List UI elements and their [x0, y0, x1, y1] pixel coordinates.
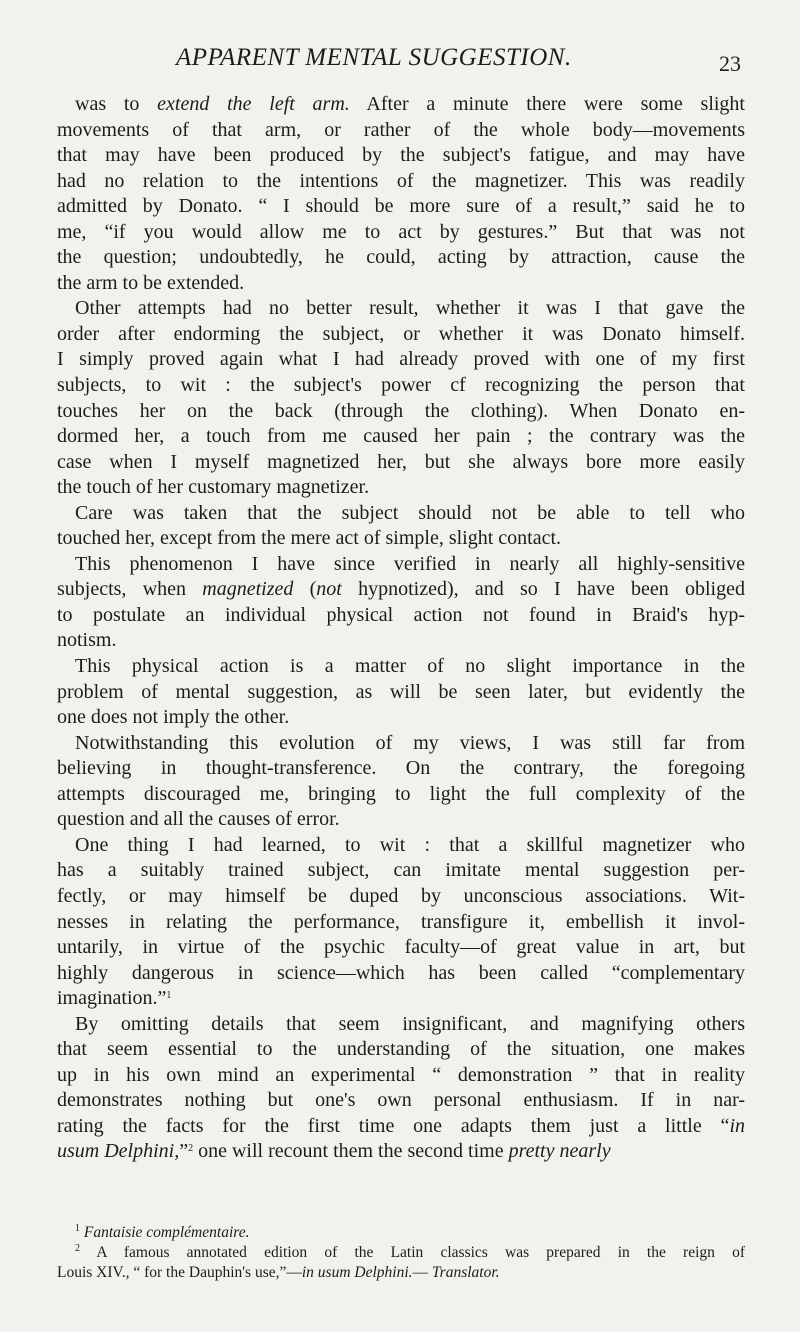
footnote-reference: 2 — [188, 1143, 194, 1155]
running-head — [96, 44, 741, 80]
text-run: highly dangerous in science—which has been called “complementary — [57, 961, 745, 984]
text-line — [57, 705, 745, 731]
text-line — [57, 552, 745, 578]
text-run: case when I myself magnetized her, but she always bore more easily — [57, 450, 745, 473]
text-run: untarily, in virtue of the psychic faculty—of great value in art, but — [57, 936, 745, 959]
text-run: to postulate an individual physical action not found in Braid's hyp- — [57, 603, 745, 626]
text-line — [57, 782, 745, 808]
text-line — [57, 961, 745, 987]
paragraph — [57, 1012, 745, 1165]
text-run: one does not imply the other. — [57, 706, 290, 729]
text-run: — — [412, 1264, 432, 1281]
italic-run: Fantaisie complémentaire. — [83, 1224, 250, 1241]
text-run: the touch of her customary magnetizer. — [57, 476, 370, 499]
text-run: problem of mental suggestion, as will be seen later, but evidently the — [57, 680, 745, 703]
text-run: order after endorming the subject, or whether it was Donato himself. — [57, 322, 745, 345]
text-run: Care was taken that the subject should not be able to tell who — [75, 501, 745, 524]
text-line — [57, 680, 745, 706]
footnote-line — [57, 1263, 745, 1283]
text-run: was to — [75, 93, 158, 115]
italic-run: magnetized — [202, 578, 294, 601]
text-line — [57, 884, 745, 910]
text-line — [57, 1037, 745, 1063]
text-line — [57, 169, 745, 195]
text-run: notism. — [57, 629, 117, 652]
text-run: demonstrates nothing but one's own personal enthusiasm. If in nar- — [57, 1089, 745, 1112]
footnote-line — [57, 1223, 745, 1243]
text-run: one will recount them the second time — [193, 1140, 509, 1163]
text-run: dormed her, a touch from me caused her pain ; the contrary was the — [57, 425, 745, 448]
footnote-reference: 1 — [166, 990, 172, 1002]
text-line — [57, 731, 745, 757]
text-line — [57, 833, 745, 859]
text-line — [57, 1012, 745, 1038]
text-line — [57, 373, 745, 399]
text-run: subjects, when — [57, 578, 203, 601]
text-line — [57, 807, 745, 833]
running-title: APPARENT MENTAL SUGGESTION. — [176, 44, 572, 71]
text-line — [57, 577, 745, 603]
text-run: attempts discouraged me, bringing to light the full complexity of the — [57, 782, 745, 805]
text-line — [57, 347, 745, 373]
text-run: that may have been produced by the subject's fatigue, and may have — [57, 144, 745, 167]
footnote — [57, 1243, 745, 1283]
text-run: up in his own mind an experimental “ demonstration ” that in reality — [57, 1063, 745, 1086]
text-line — [57, 1088, 745, 1114]
text-line — [57, 910, 745, 936]
page-number: 23 — [719, 51, 741, 76]
text-line — [57, 143, 745, 169]
text-line — [57, 526, 745, 552]
text-run: the arm to be extended. — [57, 271, 245, 294]
text-run: Other attempts had no better result, whether it was I that gave the — [75, 297, 745, 320]
text-run: After a minute there were some slight — [349, 93, 745, 115]
paragraph — [57, 654, 745, 731]
text-run: had no relation to the intentions of the magnetizer. This was readily — [57, 169, 745, 192]
text-line — [57, 322, 745, 348]
text-run: ( — [293, 578, 317, 601]
text-run: movements of that arm, or rather of the whole body—movements — [57, 118, 745, 141]
text-line — [57, 475, 745, 501]
text-line — [57, 501, 745, 527]
text-run: Louis XIV., “ for the Dauphin's use,”— — [57, 1264, 302, 1281]
text-line — [57, 654, 745, 680]
text-run: hypnotized), and so I have been obliged — [341, 578, 745, 601]
text-line — [57, 1114, 745, 1140]
text-line — [57, 194, 745, 220]
text-line — [57, 603, 745, 629]
text-run: I simply proved again what I had already proved with one of my first — [57, 348, 745, 371]
text-line — [57, 245, 745, 271]
text-run: nesses in relating the performance, transfigure it, embellish it invol- — [57, 910, 745, 933]
text-run: me, “if you would allow me to act by gestures.” But that was not — [57, 220, 745, 243]
footnote — [57, 1223, 745, 1243]
text-line — [57, 118, 745, 144]
text-run: has a suitably trained subject, can imitate mental suggestion per- — [57, 859, 745, 882]
text-line — [57, 858, 745, 884]
text-line — [57, 628, 745, 654]
text-run: admitted by Donato. “ I should be more sure of a result,” said he to — [57, 195, 745, 218]
text-line — [57, 399, 745, 425]
text-run: subjects, to wit : the subject's power cf recognizing the person that — [57, 374, 745, 397]
text-line — [57, 1063, 745, 1089]
text-line — [57, 986, 745, 1012]
paragraph — [57, 296, 745, 500]
text-run: This physical action is a matter of no slight importance in the — [75, 655, 745, 678]
text-line — [57, 92, 745, 118]
text-run: Notwithstanding this evolution of my views, I was still far from — [75, 731, 745, 754]
text-line — [57, 450, 745, 476]
text-run: By omitting details that seem insignificant, and magnifying others — [75, 1012, 745, 1035]
italic-run: in — [729, 1114, 745, 1137]
text-run: One thing I had learned, to wit : that a skillful magnetizer who — [75, 833, 745, 856]
italic-run: extend the left arm. — [157, 93, 350, 115]
text-run: This phenomenon I have since verified in nearly all highly-sensitive — [75, 552, 745, 575]
footnotes — [57, 1223, 745, 1283]
text-run: imagination.” — [57, 987, 167, 1010]
text-line — [57, 271, 745, 297]
text-run: rating the facts for the first time one adapts them just a little “ — [57, 1114, 730, 1137]
paragraph — [57, 501, 745, 552]
paragraph — [57, 731, 745, 833]
text-line — [57, 220, 745, 246]
text-run: touched her, except from the mere act of simple, slight contact. — [57, 527, 562, 550]
italic-run: usum Delphini, — [57, 1140, 180, 1163]
italic-run: in usum Delphini. — [301, 1264, 413, 1281]
paragraph — [57, 833, 745, 1012]
italic-run: Translator. — [431, 1264, 500, 1281]
text-run: fectly, or may himself be duped by unconscious associations. Wit- — [57, 884, 745, 907]
text-run: that seem essential to the understanding of the situation, one makes — [57, 1038, 745, 1061]
text-run: question and all the causes of error. — [57, 808, 340, 831]
footnote-line — [57, 1243, 745, 1263]
text-line — [57, 296, 745, 322]
text-line — [57, 424, 745, 450]
text-line — [57, 935, 745, 961]
footnote-marker: 2 — [75, 1243, 80, 1254]
paragraph — [57, 552, 745, 654]
text-run: ” — [179, 1140, 189, 1163]
text-line — [57, 756, 745, 782]
italic-run: pretty nearly — [508, 1140, 611, 1163]
footnote-marker: 1 — [75, 1223, 80, 1234]
italic-run: not — [316, 578, 342, 601]
body-text — [57, 92, 745, 1165]
text-run: believing in thought-transference. On the contrary, the foregoing — [57, 757, 745, 780]
text-run: touches her on the back (through the clothing). When Donato en- — [57, 399, 745, 422]
text-run: A famous annotated edition of the Latin classics was prepared in the reign of — [96, 1244, 745, 1261]
text-line — [57, 1139, 745, 1165]
paragraph — [57, 92, 745, 296]
text-run: the question; undoubtedly, he could, acting by attraction, cause the — [57, 246, 745, 269]
